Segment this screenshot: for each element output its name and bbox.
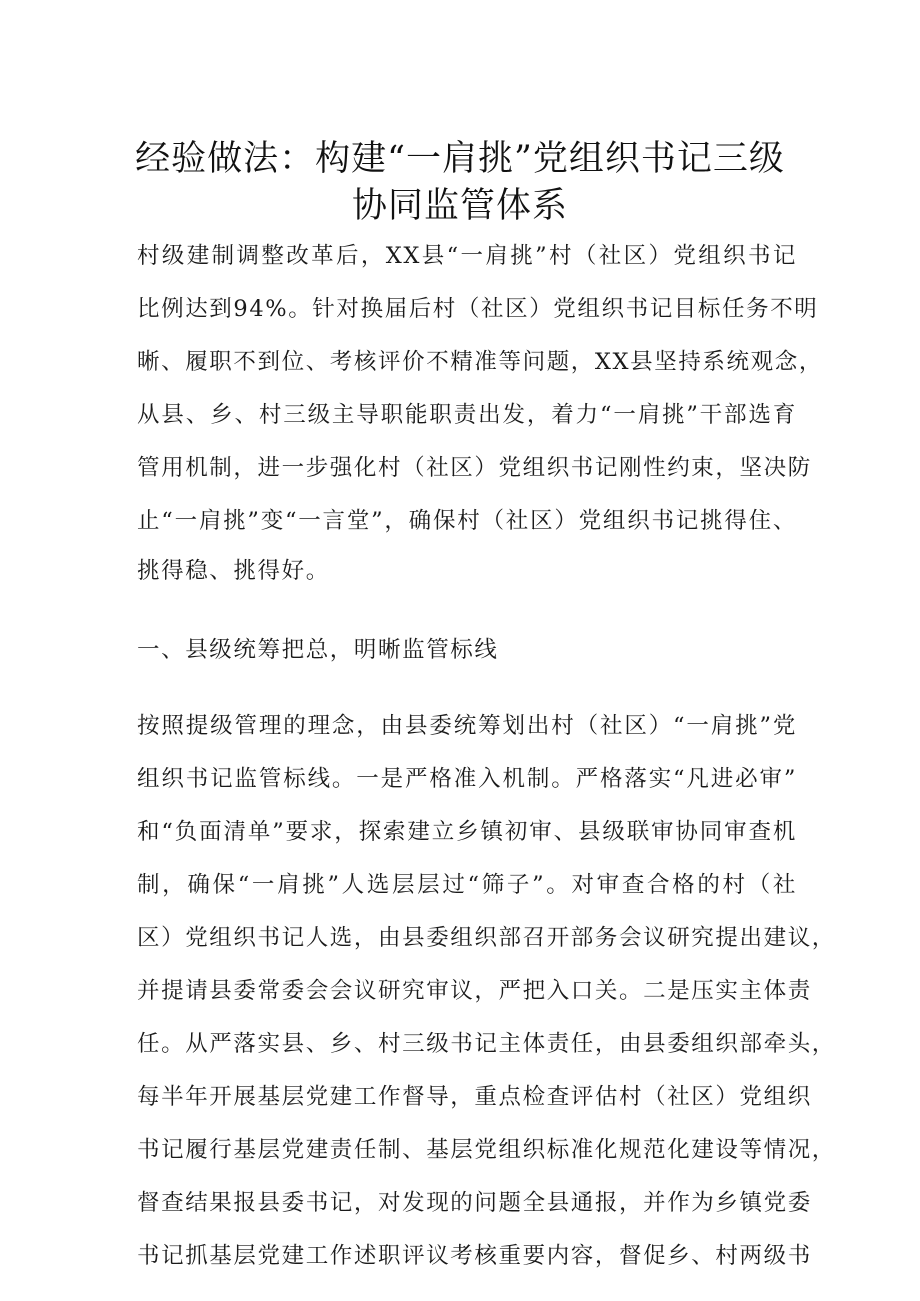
document-title-line-1: 经验做法：构建“一肩挑”党组织书记三级	[135, 139, 785, 179]
body-line: 和“负面清单”要求，探索建立乡镇初审、县级联审协同审查机	[137, 819, 797, 845]
body-line: 每半年开展基层党建工作督导，重点检查评估村（社区）党组织	[137, 1084, 812, 1110]
intro-line: 从县、乡、村三级主导职能职责出发，着力“一肩挑”干部选育	[137, 402, 797, 428]
intro-line: 挑得稳、挑得好。	[137, 558, 330, 584]
body-line: 按照提级管理的理念，由县委统筹划出村（社区）“一肩挑”党	[137, 713, 797, 739]
intro-line: 比例达到94%。针对换届后村（社区）党组织书记目标任务不明	[137, 296, 819, 322]
intro-line: 管用机制，进一步强化村（社区）党组织书记刚性约束，坚决防	[137, 455, 812, 481]
body-line: 并提请县委常委会会议研究审议，严把入口关。二是压实主体责	[137, 978, 812, 1004]
body-line: 制，确保“一肩挑”人选层层过“筛子”。对审查合格的村（社	[137, 872, 797, 898]
intro-line: 晰、履职不到位、考核评价不精准等问题，XX县坚持系统观念，	[137, 349, 823, 375]
body-line: 区）党组织书记人选，由县委组织部召开部务会议研究提出建议，	[137, 925, 836, 951]
body-line: 任。从严落实县、乡、村三级书记主体责任，由县委组织部牵头，	[137, 1031, 836, 1057]
body-line: 组织书记监管标线。一是严格准入机制。严格落实“凡进必审”	[137, 766, 797, 792]
document-title-line-2: 协同监管体系	[351, 186, 568, 226]
intro-line: 止“一肩挑”变“一言堂”，确保村（社区）党组织书记挑得住、	[137, 508, 797, 534]
intro-line: 村级建制调整改革后，XX县“一肩挑”村（社区）党组织书记	[137, 243, 797, 269]
body-line: 书记抓基层党建工作述职评议考核重要内容，督促乡、村两级书	[137, 1243, 812, 1269]
section-heading: 一、县级统筹把总，明晰监管标线	[137, 637, 499, 663]
body-line: 书记履行基层党建责任制、基层党组织标准化规范化建设等情况，	[137, 1137, 836, 1163]
body-line: 督查结果报县委书记，对发现的问题全县通报，并作为乡镇党委	[137, 1190, 812, 1216]
